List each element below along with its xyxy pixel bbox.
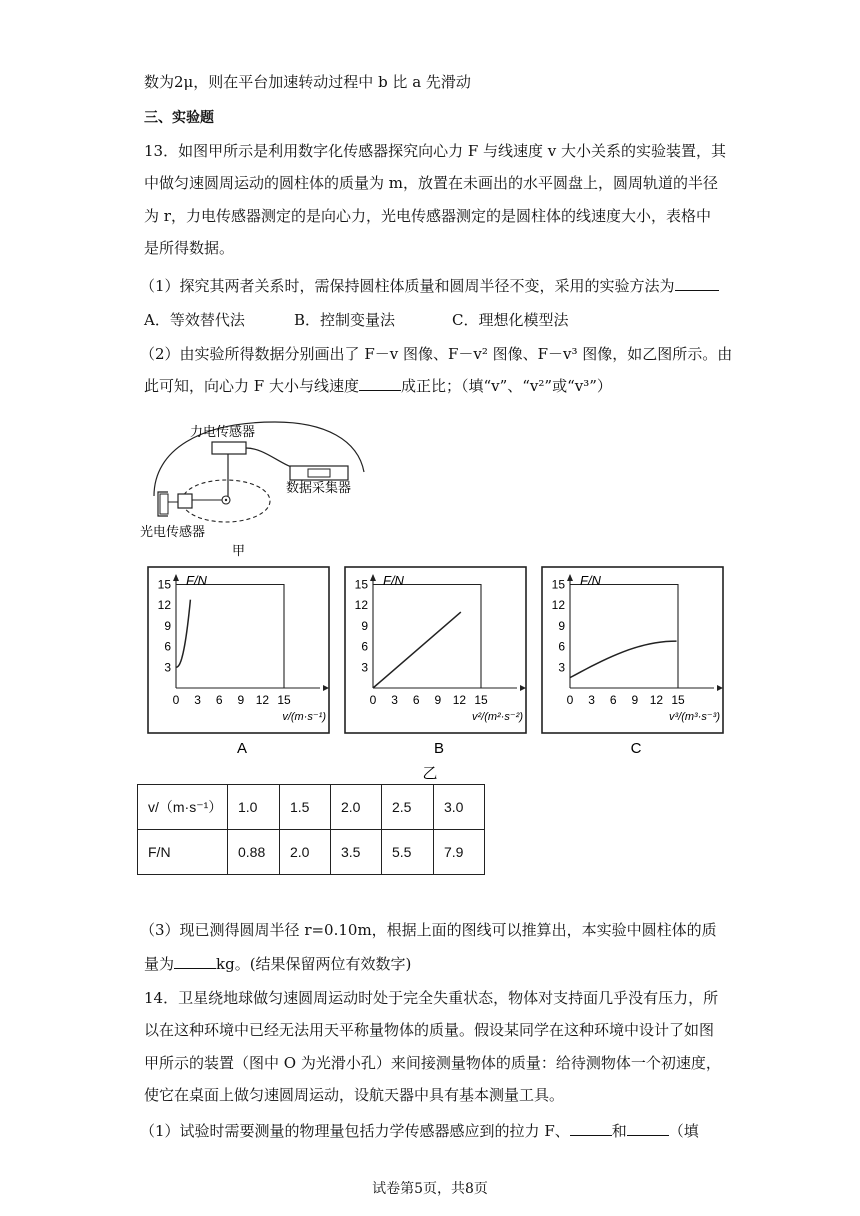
- table-header-cell: F/N: [138, 830, 228, 875]
- graph-letter: B: [433, 740, 445, 757]
- y-tick-label: 12: [157, 598, 171, 613]
- x-tick-label: 9: [237, 693, 245, 707]
- answer-blank-5[interactable]: [627, 1121, 669, 1136]
- graph-A: [148, 567, 329, 757]
- q14-part1: [140, 1120, 699, 1142]
- q13-part3-line-2: [144, 953, 411, 975]
- table-cell: 0.88: [228, 830, 280, 875]
- bounding-guide: [176, 585, 284, 689]
- table-row: [138, 830, 485, 875]
- x-axis-arrow: [520, 685, 526, 691]
- q13-part1-text: （1）探究其两者关系时，需保持圆柱体质量和圆周半径不变，采用的实验方法为: [140, 277, 675, 295]
- mu-expression: 数为2μ: [144, 73, 194, 91]
- continuation-line: [144, 71, 471, 93]
- q13-part3-text-a: 量为: [144, 955, 175, 973]
- graph-B: [345, 567, 526, 757]
- x-tick-label: 9: [434, 693, 442, 707]
- q14-part1-text-b: 和: [611, 1122, 627, 1140]
- apparatus-diagram: [140, 410, 380, 560]
- x-tick-label: 0: [172, 693, 180, 707]
- q14-line-3: 甲所示的装置（图中 O 为光滑小孔）来间接测量物体的质量：给待测物体一个初速度，: [144, 1054, 721, 1072]
- photo-sensor-label: 光电传感器: [140, 524, 206, 539]
- x-axis-label: v³/(m³·s⁻³): [668, 711, 720, 723]
- q14-part1-text-c: （填: [668, 1122, 699, 1140]
- table-cell: 3.5: [331, 830, 382, 875]
- y-axis-label: F/N: [186, 573, 207, 588]
- bounding-guide: [373, 585, 481, 689]
- x-tick-label: 15: [277, 693, 291, 707]
- y-tick-label: 15: [354, 577, 368, 592]
- y-tick-label: 3: [558, 660, 565, 675]
- figure-jia-caption: 甲: [232, 543, 246, 558]
- q13-part1: [140, 275, 719, 297]
- graph-letter: A: [236, 740, 248, 757]
- q14-line-2: 以在这种环境中已经无法用天平称量物体的质量。假设某同学在这种环境中设计了如图: [144, 1021, 715, 1039]
- q13-options: [144, 309, 568, 331]
- x-tick-label: 6: [215, 693, 223, 707]
- q14-line-1: 14．卫星绕地球做匀速圆周运动时处于完全失重状态，物体对支持面几乎没有压力，所: [144, 989, 719, 1007]
- data-curve: [570, 641, 677, 678]
- section-heading: 三、实验题: [144, 110, 214, 126]
- q13-part2-text-a: 此可知，向心力 F 大小与线速度: [144, 377, 359, 395]
- y-tick-label: 12: [354, 598, 368, 613]
- table-cell: 2.5: [382, 785, 434, 830]
- data-curve: [373, 612, 461, 688]
- answer-blank-3[interactable]: [174, 954, 216, 969]
- graph-letter: C: [630, 740, 642, 757]
- y-tick-label: 3: [164, 660, 171, 675]
- q13-part2-line-2: [144, 375, 612, 397]
- x-tick-label: 15: [474, 693, 488, 707]
- q13-part2-text-b: 成正比；（填“v”、“v²”或“v³”）: [400, 377, 612, 395]
- answer-blank-1[interactable]: [675, 276, 719, 291]
- table-header-cell: v/（m·s⁻¹）: [138, 785, 228, 830]
- data-table: [137, 784, 485, 875]
- graph-frame: [345, 567, 526, 733]
- y-tick-label: 12: [551, 598, 565, 613]
- y-tick-label: 15: [551, 577, 565, 592]
- q13-line-1: 13．如图甲所示是利用数字化传感器探究向心力 F 与线速度 v 大小关系的实验装置，其: [144, 142, 727, 160]
- option-c: C．理想化模型法: [452, 311, 569, 329]
- x-axis-arrow: [717, 685, 723, 691]
- q13-line-3: 为 r，力电传感器测定的是向心力，光电传感器测定的是圆柱体的线速度大小，表格中: [144, 207, 711, 225]
- bounding-guide: [570, 585, 678, 689]
- graph-C: [542, 567, 723, 757]
- x-tick-label: 0: [566, 693, 574, 707]
- y-axis-arrow: [370, 574, 376, 581]
- figure-yi-caption: 乙: [422, 765, 438, 782]
- x-tick-label: 12: [649, 693, 664, 707]
- q13-part3-text-b: kg。(结果保留两位有效数字): [216, 955, 412, 973]
- table-cell: 7.9: [434, 830, 485, 875]
- y-tick-label: 6: [558, 639, 565, 654]
- x-tick-label: 12: [452, 693, 467, 707]
- x-tick-label: 3: [391, 693, 398, 707]
- y-tick-label: 6: [361, 639, 368, 654]
- x-tick-label: 3: [588, 693, 595, 707]
- x-tick-label: 12: [255, 693, 270, 707]
- option-b: B．控制变量法: [294, 311, 396, 329]
- y-tick-label: 15: [157, 577, 171, 592]
- x-tick-label: 15: [671, 693, 685, 707]
- q13-part2-line-1: （2）由实验所得数据分别画出了 F－v 图像、F－v² 图像、F－v³ 图像，如乙图所示。由: [140, 345, 733, 363]
- y-axis-arrow: [567, 574, 573, 581]
- y-tick-label: 9: [558, 618, 565, 633]
- table-cell: 1.0: [228, 785, 280, 830]
- y-tick-label: 9: [164, 618, 171, 633]
- y-tick-label: 3: [361, 660, 368, 675]
- x-tick-label: 6: [412, 693, 420, 707]
- force-sensor-label: 力电传感器: [190, 424, 256, 439]
- x-tick-label: 6: [609, 693, 617, 707]
- table-cell: 1.5: [280, 785, 331, 830]
- data-collector-label: 数据采集器: [286, 480, 352, 495]
- data-curve: [176, 600, 190, 668]
- option-a: A．等效替代法: [144, 311, 245, 329]
- y-axis-label: F/N: [580, 573, 601, 588]
- graph-frame: [542, 567, 723, 733]
- q14-line-4: 使它在桌面上做匀速圆周运动，设航天器中具有基本测量工具。: [144, 1086, 565, 1104]
- graph-frame: [148, 567, 329, 733]
- answer-blank-4[interactable]: [570, 1121, 612, 1136]
- q13-line-4: 是所得数据。: [144, 239, 235, 257]
- answer-blank-2[interactable]: [359, 376, 401, 391]
- y-axis-label: F/N: [383, 573, 404, 588]
- x-axis-label: v²/(m²·s⁻²): [471, 711, 523, 723]
- x-axis-label: v/(m·s⁻¹): [282, 711, 326, 723]
- page-footer: 试卷第5页，共8页: [372, 1181, 488, 1197]
- y-tick-label: 6: [164, 639, 171, 654]
- q13-line-2: 中做匀速圆周运动的圆柱体的质量为 m，放置在未画出的水平圆盘上，圆周轨道的半径: [144, 174, 718, 192]
- q13-part3-line-1: （3）现已测得圆周半径 r=0.10m，根据上面的图线可以推算出，本实验中圆柱体的质: [140, 921, 717, 939]
- x-tick-label: 3: [194, 693, 201, 707]
- q14-part1-text-a: （1）试验时需要测量的物理量包括力学传感器感应到的拉力 F、: [140, 1122, 570, 1140]
- y-tick-label: 9: [361, 618, 368, 633]
- continuation-text: ，则在平台加速转动过程中 b 比 a 先滑动: [193, 73, 471, 91]
- y-axis-arrow: [173, 574, 179, 581]
- table-cell: 5.5: [382, 830, 434, 875]
- x-tick-label: 0: [369, 693, 377, 707]
- graphs-panel: [140, 565, 730, 785]
- table-cell: 2.0: [280, 830, 331, 875]
- table-cell: 2.0: [331, 785, 382, 830]
- table-row: [138, 785, 485, 830]
- x-axis-arrow: [323, 685, 329, 691]
- x-tick-label: 9: [631, 693, 639, 707]
- table-cell: 3.0: [434, 785, 485, 830]
